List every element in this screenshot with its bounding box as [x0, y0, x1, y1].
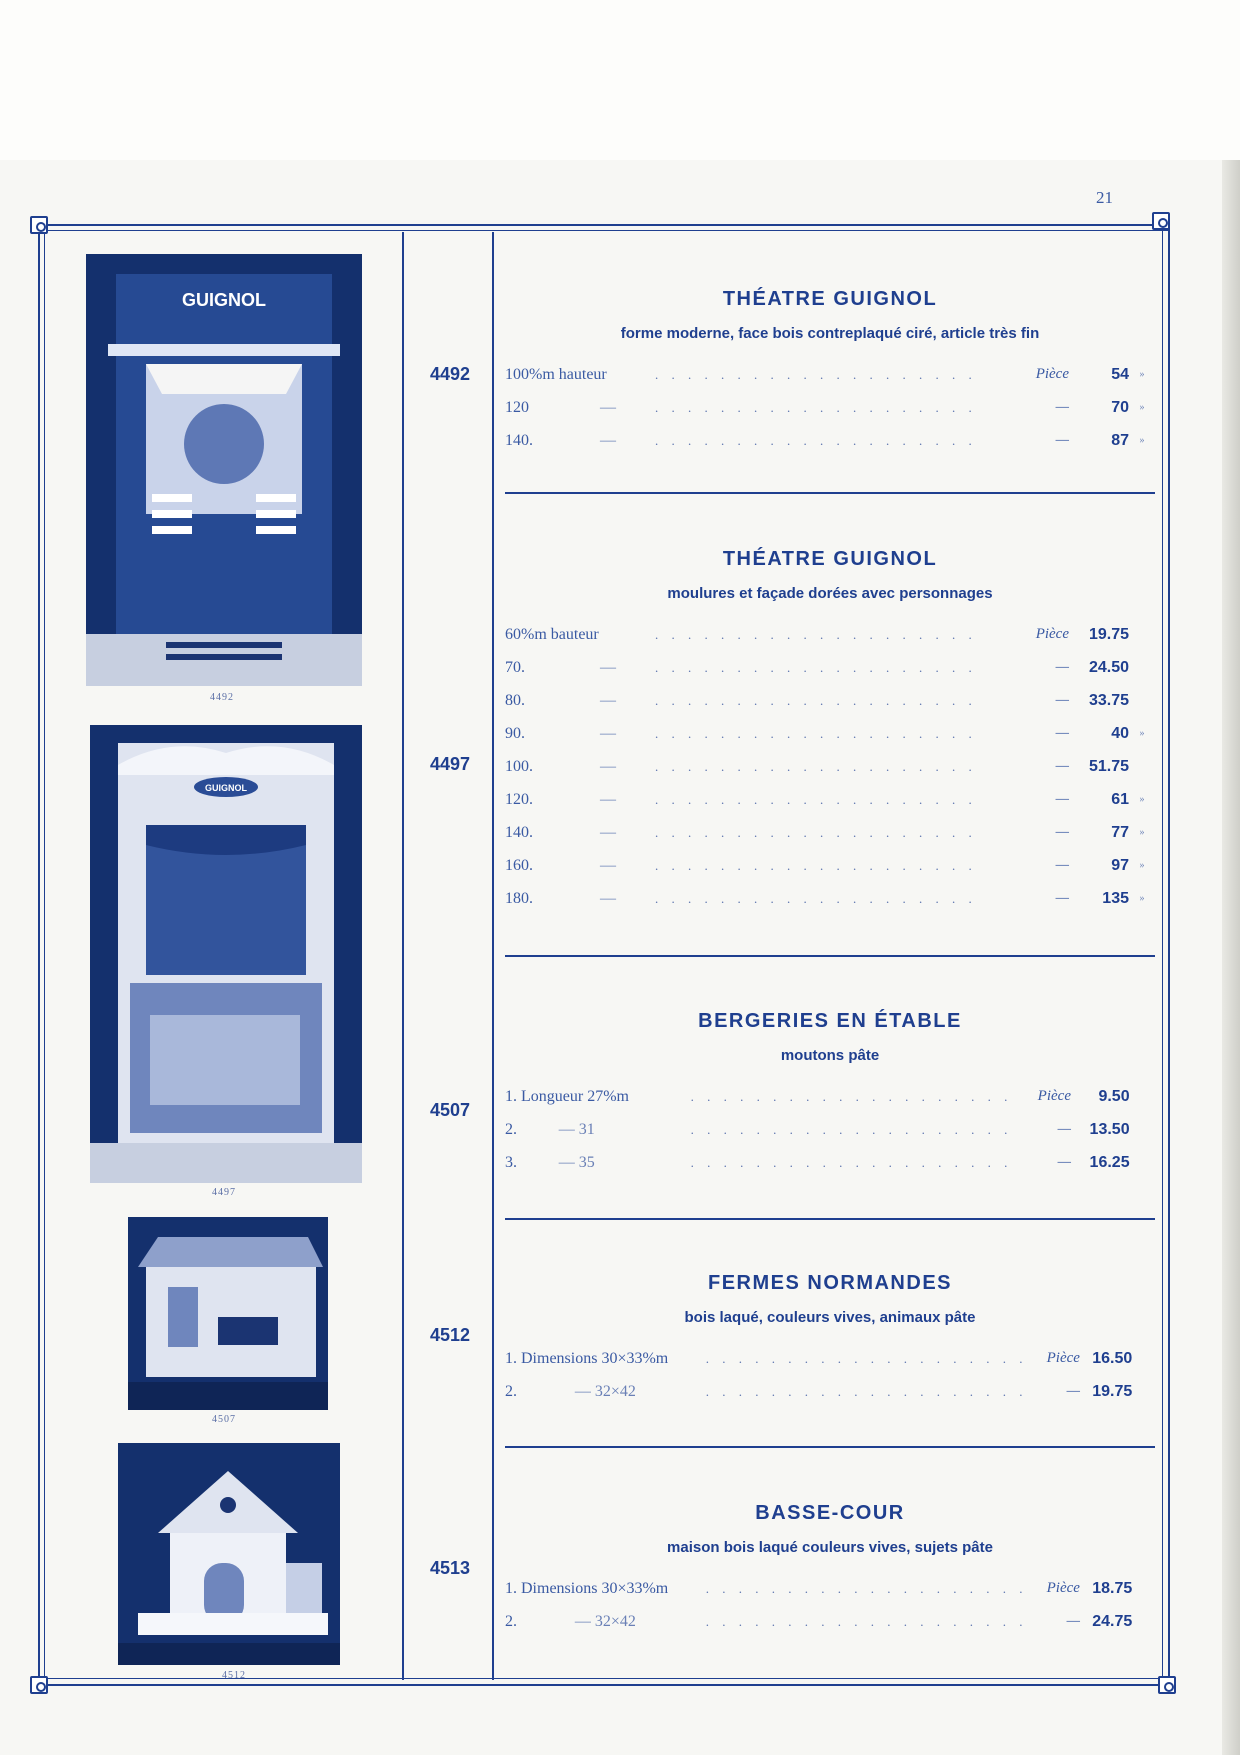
ditto-mark: » [1139, 860, 1145, 871]
column-divider-right [492, 232, 494, 1680]
guignol-sign-text: GUIGNOL [182, 290, 266, 310]
ditto-dash: — [600, 431, 616, 449]
guignol-sign-text: GUIGNOL [205, 783, 247, 793]
price: 54 [1111, 365, 1129, 383]
section-subtitle: maison bois laqué couleurs vives, sujets pâte [667, 1539, 993, 1556]
photo-caption: 4497 [212, 1187, 236, 1198]
price-row [505, 882, 1155, 915]
product-section-4507 [505, 1010, 1155, 1179]
size-label: 160. [505, 856, 533, 874]
unit-label: — [1066, 1613, 1080, 1629]
price-row [505, 1572, 1155, 1605]
unit-label: Pièce [1046, 1350, 1080, 1366]
unit-label: — [1055, 791, 1069, 807]
size-label: 120 [505, 398, 529, 416]
size-label: 120. [505, 790, 533, 808]
price-row [505, 358, 1155, 391]
price: 40 [1111, 724, 1129, 742]
leader-dots: . . . . . . . . . . . . . . . . . . . . [655, 758, 977, 774]
price: 18.75 [1092, 1579, 1133, 1597]
section-separator [505, 1446, 1155, 1448]
product-section-4497 [505, 548, 1155, 915]
corner-ornament-icon [1152, 212, 1170, 230]
size-label: 70. [505, 658, 525, 676]
price: 19.75 [1092, 1382, 1133, 1400]
corner-ornament-icon [30, 216, 48, 234]
leader-dots: . . . . . . . . . . . . . . . . . . . . [705, 1350, 1028, 1366]
ditto-mark: » [1139, 435, 1145, 446]
price: 16.50 [1092, 1349, 1133, 1367]
photo-caption: 4507 [212, 1414, 236, 1425]
price: 19.75 [1088, 625, 1129, 643]
ditto-dash: — 32×42 [574, 1382, 636, 1400]
page-number: 21 [1096, 188, 1113, 207]
price: 9.50 [1098, 1087, 1130, 1105]
product-photo-4492 [86, 254, 362, 686]
price-row [505, 1342, 1155, 1375]
leader-dots: . . . . . . . . . . . . . . . . . . . . [655, 659, 977, 675]
price-row [505, 1146, 1155, 1179]
size-label: 2. [505, 1612, 517, 1630]
unit-label: — [1057, 1154, 1071, 1170]
unit-label: Pièce [1037, 1088, 1071, 1104]
leader-dots: . . . . . . . . . . . . . . . . . . . . [705, 1383, 1028, 1399]
price-row [505, 816, 1155, 849]
price: 87 [1111, 431, 1129, 449]
leader-dots: . . . . . . . . . . . . . . . . . . . . [655, 432, 977, 448]
price: 51.75 [1088, 757, 1129, 775]
price: 135 [1102, 889, 1129, 907]
leader-dots: . . . . . . . . . . . . . . . . . . . . [655, 824, 977, 840]
price-row [505, 424, 1155, 457]
ditto-dash: — 31 [558, 1120, 595, 1138]
ditto-mark: » [1139, 893, 1145, 904]
frame-top [40, 224, 1170, 226]
frame-top-inner [40, 230, 1170, 231]
price-row [505, 1375, 1155, 1408]
section-title: BASSE-COUR [755, 1502, 905, 1524]
item-code: 4492 [429, 364, 471, 384]
ditto-dash: — [600, 398, 616, 416]
product-section-4513 [505, 1502, 1155, 1638]
ditto-dash: — [600, 856, 616, 874]
size-label: 1. Longueur 27%m [505, 1087, 629, 1105]
ditto-dash: — 32×42 [574, 1612, 636, 1630]
ditto-mark: » [1139, 728, 1145, 739]
item-code: 4497 [429, 754, 471, 774]
photo-caption: 4512 [222, 1670, 246, 1681]
section-title: FERMES NORMANDES [707, 1272, 952, 1294]
section-subtitle: bois laqué, couleurs vives, animaux pâte [684, 1309, 976, 1326]
price-row [505, 783, 1155, 816]
size-label: 60%m bauteur [505, 625, 599, 643]
unit-label: — [1055, 432, 1069, 448]
price-row [505, 717, 1155, 750]
leader-dots: . . . . . . . . . . . . . . . . . . . . [655, 857, 977, 873]
size-label: 80. [505, 691, 525, 709]
frame-right-inner [1162, 230, 1163, 1680]
size-label: 2. [505, 1120, 517, 1138]
section-subtitle: moulures et façade dorées avec personnages [667, 585, 993, 602]
ditto-mark: » [1139, 794, 1145, 805]
unit-label: — [1055, 399, 1069, 415]
item-code: 4512 [429, 1325, 471, 1345]
leader-dots: . . . . . . . . . . . . . . . . . . . . [655, 725, 977, 741]
unit-label: Pièce [1035, 626, 1069, 642]
ditto-dash: — [600, 757, 616, 775]
leader-dots: . . . . . . . . . . . . . . . . . . . . [690, 1088, 1013, 1104]
unit-label: — [1055, 890, 1069, 906]
price-row [505, 651, 1155, 684]
leader-dots: . . . . . . . . . . . . . . . . . . . . [690, 1121, 1013, 1137]
unit-label: Pièce [1046, 1580, 1080, 1596]
leader-dots: . . . . . . . . . . . . . . . . . . . . [655, 692, 977, 708]
price: 77 [1111, 823, 1129, 841]
product-section-4492 [505, 288, 1155, 457]
section-title: THÉATRE GUIGNOL [722, 288, 938, 310]
section-title: THÉATRE GUIGNOL [722, 548, 938, 570]
ditto-dash: — 35 [558, 1153, 595, 1171]
ditto-dash: — [600, 658, 616, 676]
size-label: 100. [505, 757, 533, 775]
price-row [505, 1113, 1155, 1146]
ditto-dash: — [600, 889, 616, 907]
product-photo-4497 [90, 725, 362, 1183]
size-label: 3. [505, 1153, 517, 1171]
frame-bottom [40, 1684, 1170, 1686]
section-subtitle: forme moderne, face bois contreplaqué ciré, article très fin [620, 325, 1040, 342]
size-label: 1. Dimensions 30×33%m [505, 1579, 669, 1597]
ditto-dash: — [600, 790, 616, 808]
product-section-4512 [505, 1272, 1155, 1408]
price: 70 [1111, 398, 1129, 416]
unit-label: — [1055, 692, 1069, 708]
price: 61 [1111, 790, 1129, 808]
leader-dots: . . . . . . . . . . . . . . . . . . . . [655, 366, 977, 382]
ditto-dash: — [600, 691, 616, 709]
column-divider-left [402, 232, 404, 1680]
unit-label: — [1055, 725, 1069, 741]
section-separator [505, 492, 1155, 494]
section-separator [505, 1218, 1155, 1220]
leader-dots: . . . . . . . . . . . . . . . . . . . . [655, 626, 977, 642]
leader-dots: . . . . . . . . . . . . . . . . . . . . [655, 399, 977, 415]
frame-right [1168, 224, 1170, 1686]
section-title: BERGERIES EN ÉTABLE [698, 1010, 962, 1032]
price: 97 [1111, 856, 1129, 874]
size-label: 100%m hauteur [505, 365, 607, 383]
price-row [505, 750, 1155, 783]
size-label: 2. [505, 1382, 517, 1400]
price: 24.50 [1088, 658, 1129, 676]
ditto-dash: — [600, 823, 616, 841]
item-code: 4513 [429, 1558, 471, 1578]
frame-bottom-inner [40, 1678, 1170, 1679]
price: 24.75 [1092, 1612, 1133, 1630]
unit-label: — [1057, 1121, 1071, 1137]
unit-label: — [1066, 1383, 1080, 1399]
unit-label: — [1055, 659, 1069, 675]
price: 33.75 [1088, 691, 1129, 709]
corner-ornament-icon [30, 1676, 48, 1694]
size-label: 180. [505, 889, 533, 907]
size-label: 140. [505, 431, 533, 449]
leader-dots: . . . . . . . . . . . . . . . . . . . . [705, 1613, 1028, 1629]
price: 13.50 [1089, 1120, 1130, 1138]
unit-label: — [1055, 857, 1069, 873]
leader-dots: . . . . . . . . . . . . . . . . . . . . [655, 791, 977, 807]
leader-dots: . . . . . . . . . . . . . . . . . . . . [705, 1580, 1028, 1596]
ditto-mark: » [1139, 402, 1145, 413]
price-row [505, 618, 1155, 651]
section-subtitle: moutons pâte [780, 1047, 880, 1064]
page-edge [1222, 160, 1240, 1755]
price-row [505, 391, 1155, 424]
section-separator [505, 955, 1155, 957]
leader-dots: . . . . . . . . . . . . . . . . . . . . [690, 1154, 1013, 1170]
size-label: 1. Dimensions 30×33%m [505, 1349, 669, 1367]
price-row [505, 849, 1155, 882]
product-photo-4512 [118, 1443, 340, 1665]
unit-label: — [1055, 824, 1069, 840]
ditto-mark: » [1139, 827, 1145, 838]
frame-left-inner [44, 230, 45, 1680]
corner-ornament-icon [1158, 1676, 1176, 1694]
ditto-mark: » [1139, 369, 1145, 380]
unit-label: — [1055, 758, 1069, 774]
item-code: 4507 [429, 1100, 471, 1120]
ditto-dash: — [600, 724, 616, 742]
price-row [505, 684, 1155, 717]
frame-left [38, 224, 40, 1686]
product-photo-4507 [128, 1217, 328, 1410]
price-row [505, 1605, 1155, 1638]
leader-dots: . . . . . . . . . . . . . . . . . . . . [655, 890, 977, 906]
price: 16.25 [1089, 1153, 1130, 1171]
size-label: 140. [505, 823, 533, 841]
unit-label: Pièce [1035, 366, 1069, 382]
photo-caption: 4492 [210, 692, 234, 703]
size-label: 90. [505, 724, 525, 742]
price-row [505, 1080, 1155, 1113]
